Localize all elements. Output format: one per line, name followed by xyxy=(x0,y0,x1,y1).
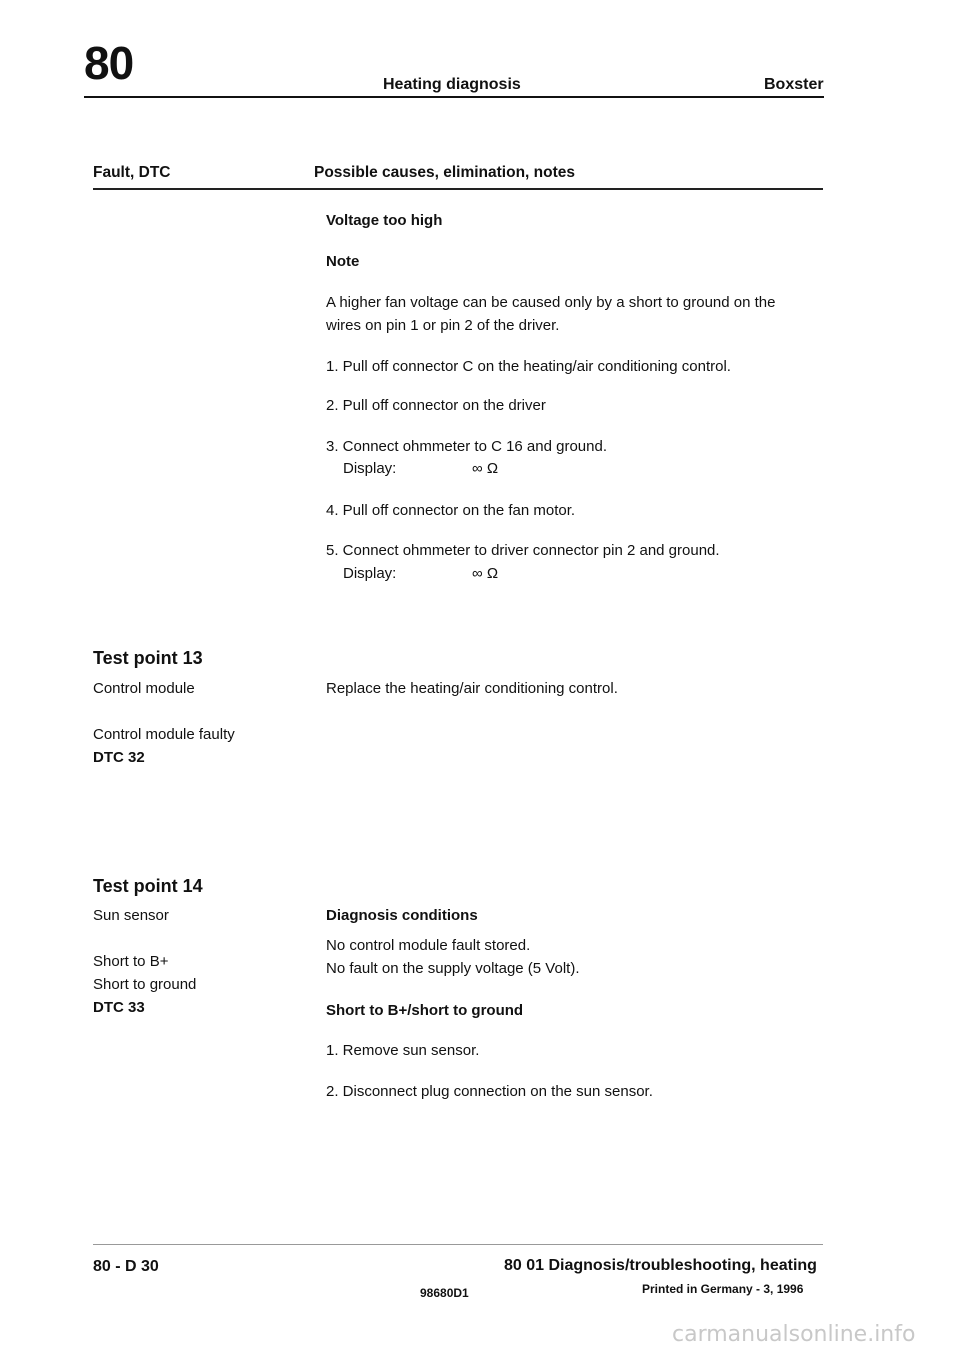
test-point-14-fault-1: Short to B+ xyxy=(93,953,169,970)
sun-step-2: 2. Disconnect plug connection on the sun sensor. xyxy=(326,1083,653,1100)
print-info: Printed in Germany - 3, 1996 xyxy=(642,1282,804,1296)
column-header-fault: Fault, DTC xyxy=(93,164,171,181)
section-title: 80 01 Diagnosis/troubleshooting, heating xyxy=(504,1257,817,1274)
test-point-13-dtc: DTC 32 xyxy=(93,749,145,766)
condition-2: No fault on the supply voltage (5 Volt). xyxy=(326,960,580,977)
test-point-13-title: Test point 13 xyxy=(93,648,203,668)
sun-step-1: 1. Remove sun sensor. xyxy=(326,1042,480,1059)
step-3: 3. Connect ohmmeter to C 16 and ground. xyxy=(326,438,608,455)
test-point-13-component: Control module xyxy=(93,680,195,697)
test-point-14-component: Sun sensor xyxy=(93,907,169,924)
test-point-14-fault-2: Short to ground xyxy=(93,976,197,993)
page-title: Heating diagnosis xyxy=(383,76,521,93)
condition-1: No control module fault stored. xyxy=(326,937,531,954)
note-text-line1: A higher fan voltage can be caused only by a short to ground on the xyxy=(326,294,776,311)
step-5: 5. Connect ohmmeter to driver connector pin 2 and ground. xyxy=(326,542,720,559)
step-1: 1. Pull off connector C on the heating/air conditioning control. xyxy=(326,358,731,375)
column-header-causes: Possible causes, elimination, notes xyxy=(314,164,576,181)
test-point-14-title: Test point 14 xyxy=(93,876,203,896)
short-heading: Short to B+/short to ground xyxy=(326,1002,524,1019)
note-label: Note xyxy=(326,253,360,270)
step-5-display-label: Display: xyxy=(343,565,397,582)
test-point-14-dtc: DTC 33 xyxy=(93,999,145,1016)
document-number: 98680D1 xyxy=(420,1286,469,1300)
column-header-divider xyxy=(93,188,823,190)
step-3-display-label: Display: xyxy=(343,460,397,477)
step-4: 4. Pull off connector on the fan motor. xyxy=(326,502,576,519)
section-heading-voltage: Voltage too high xyxy=(326,212,443,229)
model-name: Boxster xyxy=(764,76,824,93)
note-text-line2: wires on pin 1 or pin 2 of the driver. xyxy=(326,317,560,334)
footer-divider xyxy=(93,1244,823,1245)
header-divider xyxy=(84,96,824,98)
step-5-display-value: ∞ Ω xyxy=(472,565,499,582)
watermark: carmanualsonline.info xyxy=(672,1322,916,1347)
step-3-display-value: ∞ Ω xyxy=(472,460,499,477)
test-point-13-action: Replace the heating/air conditioning control. xyxy=(326,680,618,697)
test-point-13-fault: Control module faulty xyxy=(93,726,235,743)
diagnosis-conditions-heading: Diagnosis conditions xyxy=(326,907,478,924)
chapter-number: 80 xyxy=(84,37,134,89)
step-2: 2. Pull off connector on the driver xyxy=(326,397,546,414)
page-number: 80 - D 30 xyxy=(93,1258,159,1275)
